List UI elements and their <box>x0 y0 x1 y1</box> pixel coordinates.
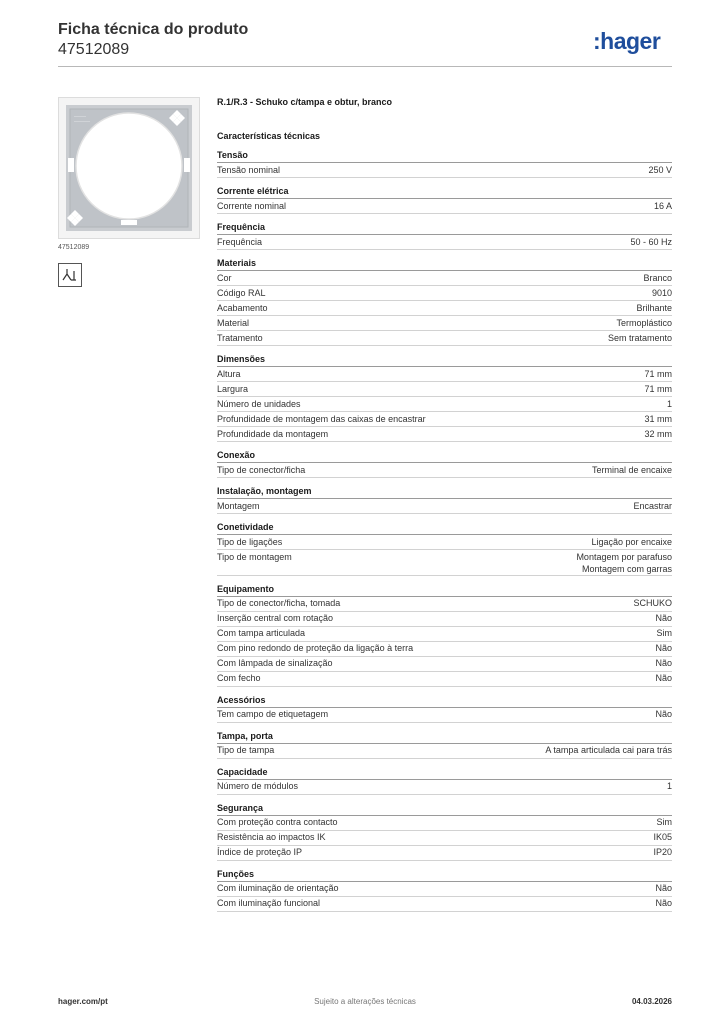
spec-label: Tipo de montagem <box>217 551 292 562</box>
spec-group-title: Funções <box>217 868 672 882</box>
spec-value <box>591 536 672 548</box>
spec-label: Altura <box>217 368 241 379</box>
spec-row <box>217 382 672 397</box>
socket-illustration <box>59 98 199 238</box>
spec-row <box>217 897 672 912</box>
spec-value-line: 1 <box>666 781 672 791</box>
spec-value <box>652 287 672 299</box>
spec-value <box>644 383 672 395</box>
spec-value-line: 9010 <box>651 287 672 298</box>
spec-value <box>655 612 672 624</box>
spec-row <box>217 397 672 412</box>
spec-row <box>217 831 672 846</box>
spec-group <box>217 353 672 442</box>
spec-label: Número de módulos <box>217 781 299 791</box>
header-divider <box>58 66 672 67</box>
spec-group-title: Capacidade <box>217 766 672 780</box>
spec-value <box>644 413 672 425</box>
spec-value <box>592 464 672 476</box>
spec-group <box>217 185 672 214</box>
spec-group <box>217 583 672 687</box>
spec-value <box>655 642 672 654</box>
spec-value <box>653 831 672 843</box>
spec-row <box>217 550 672 576</box>
spec-label: Código RAL <box>217 287 266 298</box>
spec-value-line: Encastrar <box>633 500 672 511</box>
spec-value-line: Não <box>655 643 672 653</box>
spec-label: Com proteção contra contacto <box>217 817 338 827</box>
spec-row <box>217 412 672 427</box>
spec-label: Largura <box>217 383 249 394</box>
spec-group <box>217 449 672 478</box>
spec-value <box>576 551 672 575</box>
spec-value <box>667 398 672 410</box>
spec-row <box>217 816 672 831</box>
spec-label: Profundidade da montagem <box>217 428 329 439</box>
document-title: Ficha técnica do produto <box>58 21 249 38</box>
footer-disclaimer: Sujeito a alterações técnicas <box>314 997 416 1006</box>
spec-row <box>217 657 672 672</box>
spec-row <box>217 316 672 331</box>
image-caption: 47512089 <box>58 244 90 251</box>
spec-value-line: Não <box>655 709 672 719</box>
spec-value <box>633 500 672 512</box>
spec-group <box>217 485 672 514</box>
spec-label: Tem campo de etiquetagem <box>217 709 329 719</box>
spec-group-title: Frequência <box>217 221 672 235</box>
spec-value <box>644 428 672 440</box>
spec-row <box>217 627 672 642</box>
spec-group <box>217 802 672 861</box>
spec-group-title: Conetividade <box>217 521 672 535</box>
spec-row <box>217 427 672 442</box>
spec-value-line: Ligação por encaixe <box>591 536 672 547</box>
spec-label: Tipo de conector/ficha, tomada <box>217 598 341 608</box>
spec-label: Profundidade de montagem das caixas de encastrar <box>217 413 426 424</box>
spec-label: Tratamento <box>217 332 263 343</box>
spec-content <box>217 96 672 919</box>
spec-row <box>217 846 672 861</box>
spec-group-title: Dimensões <box>217 353 672 367</box>
spec-label: Com iluminação funcional <box>217 898 321 908</box>
spec-value <box>657 627 673 639</box>
spec-row <box>217 672 672 687</box>
spec-value-line: Sim <box>656 628 672 638</box>
spec-value-line: Branco <box>643 272 672 283</box>
spec-row <box>217 271 672 286</box>
spec-value <box>633 597 672 609</box>
spec-row <box>217 367 672 382</box>
spec-value-line: 50 - 60 Hz <box>630 236 672 247</box>
spec-value-line: Não <box>655 883 672 893</box>
spec-value-line: A tampa articulada cai para trás <box>545 745 672 755</box>
spec-group <box>217 868 672 912</box>
spec-row <box>217 301 672 316</box>
spec-value-line: 31 mm <box>644 413 672 424</box>
section-heading: Características técnicas <box>217 131 321 141</box>
spec-value <box>545 744 672 756</box>
spec-value-line: 250 V <box>648 164 672 175</box>
spec-label: Acabamento <box>217 302 268 313</box>
spec-value-line: Não <box>655 673 672 683</box>
spec-row <box>217 535 672 550</box>
spec-row <box>217 331 672 346</box>
spec-group-title: Acessórios <box>217 694 672 708</box>
spec-label: Montagem <box>217 500 260 511</box>
spec-value-line: IK05 <box>653 832 672 842</box>
spec-row <box>217 708 672 723</box>
spec-value-line: Não <box>655 658 672 668</box>
spec-value-line: 1 <box>666 398 672 409</box>
spec-value <box>616 317 672 329</box>
spec-label: Tensão nominal <box>217 164 281 175</box>
spec-value-line: Brilhante <box>636 302 672 313</box>
spec-value <box>655 708 672 720</box>
spec-row <box>217 235 672 250</box>
spec-label: Inserção central com rotação <box>217 613 334 623</box>
spec-label: Material <box>217 317 250 328</box>
spec-group <box>217 257 672 346</box>
svg-text:————: ———— <box>74 118 90 123</box>
spec-label: Com fecho <box>217 673 261 683</box>
spec-value <box>653 846 672 858</box>
spec-value <box>654 200 672 212</box>
spec-value <box>657 816 673 828</box>
spec-group-title: Corrente elétrica <box>217 185 672 199</box>
spec-groups <box>217 149 672 912</box>
spec-label: Com iluminação de orientação <box>217 883 339 893</box>
spec-value-line: Não <box>655 898 672 908</box>
spec-label: Tipo de conector/ficha <box>217 464 306 475</box>
product-number: 47512089 <box>58 41 130 58</box>
spec-value <box>655 897 672 909</box>
spec-value-line: 16 A <box>653 200 672 211</box>
spec-value <box>655 882 672 894</box>
spec-value-line: Montagem com garras <box>581 563 672 574</box>
spec-label: Índice de proteção IP <box>217 847 303 857</box>
spec-group <box>217 730 672 759</box>
spec-value-line: Não <box>655 613 672 623</box>
spec-label: Frequência <box>217 236 263 247</box>
spec-row <box>217 882 672 897</box>
spec-row <box>217 597 672 612</box>
spec-group <box>217 766 672 795</box>
spec-value-line: 71 mm <box>644 368 672 379</box>
spec-value <box>643 272 672 284</box>
spec-value-line: 71 mm <box>644 383 672 394</box>
spec-value-line: Montagem por parafuso <box>576 551 672 562</box>
spec-row <box>217 642 672 657</box>
spec-group-title: Tampa, porta <box>217 730 672 744</box>
spec-value-line: Sem tratamento <box>607 332 672 343</box>
socket-symbol-icon <box>58 263 82 287</box>
document-header <box>58 20 248 60</box>
svg-text:———: ——— <box>74 113 86 118</box>
spec-row <box>217 499 672 514</box>
spec-label: Resistência ao impactos IK <box>217 832 326 842</box>
spec-group <box>217 149 672 178</box>
spec-label: Tipo de ligações <box>217 536 283 547</box>
spec-value-line: Terminal de encaixe <box>591 464 672 475</box>
spec-group-title: Conexão <box>217 449 672 463</box>
spec-value <box>644 368 672 380</box>
spec-row <box>217 463 672 478</box>
spec-group-title: Materiais <box>217 257 672 271</box>
spec-row <box>217 199 672 214</box>
product-image <box>58 97 200 239</box>
spec-label: Cor <box>217 272 232 283</box>
spec-row <box>217 744 672 759</box>
spec-label: Com pino redondo de proteção da ligação à terra <box>217 643 414 653</box>
spec-value <box>608 332 672 344</box>
spec-row <box>217 612 672 627</box>
spec-value <box>636 302 672 314</box>
spec-value-line: Sim <box>656 817 672 827</box>
spec-value <box>655 672 672 684</box>
footer-date: 04.03.2026 <box>631 997 672 1006</box>
spec-row <box>217 163 672 178</box>
spec-label: Corrente nominal <box>217 200 287 211</box>
spec-value <box>667 780 672 792</box>
footer-website[interactable]: hager.com/pt <box>58 997 108 1006</box>
spec-group-title: Instalação, montagem <box>217 485 672 499</box>
spec-group <box>217 221 672 250</box>
spec-value-line: IP20 <box>653 847 672 857</box>
spec-value <box>655 657 672 669</box>
spec-row <box>217 286 672 301</box>
spec-group <box>217 694 672 723</box>
spec-label: Tipo de tampa <box>217 745 275 755</box>
spec-group <box>217 521 672 576</box>
spec-value <box>630 236 672 248</box>
spec-value <box>648 164 672 176</box>
spec-label: Número de unidades <box>217 398 301 409</box>
spec-label: Com tampa articulada <box>217 628 306 638</box>
spec-group-title: Segurança <box>217 802 672 816</box>
product-name: R.1/R.3 - Schuko c/tampa e obtur, branco <box>217 97 393 107</box>
spec-value-line: SCHUKO <box>633 598 672 608</box>
spec-label: Com lâmpada de sinalização <box>217 658 333 668</box>
spec-row <box>217 780 672 795</box>
spec-group-title: Equipamento <box>217 583 672 597</box>
hager-logo: :hager <box>593 28 661 54</box>
spec-value-line: 32 mm <box>644 428 672 439</box>
spec-group-title: Tensão <box>217 149 672 163</box>
spec-value-line: Termoplástico <box>616 317 672 328</box>
